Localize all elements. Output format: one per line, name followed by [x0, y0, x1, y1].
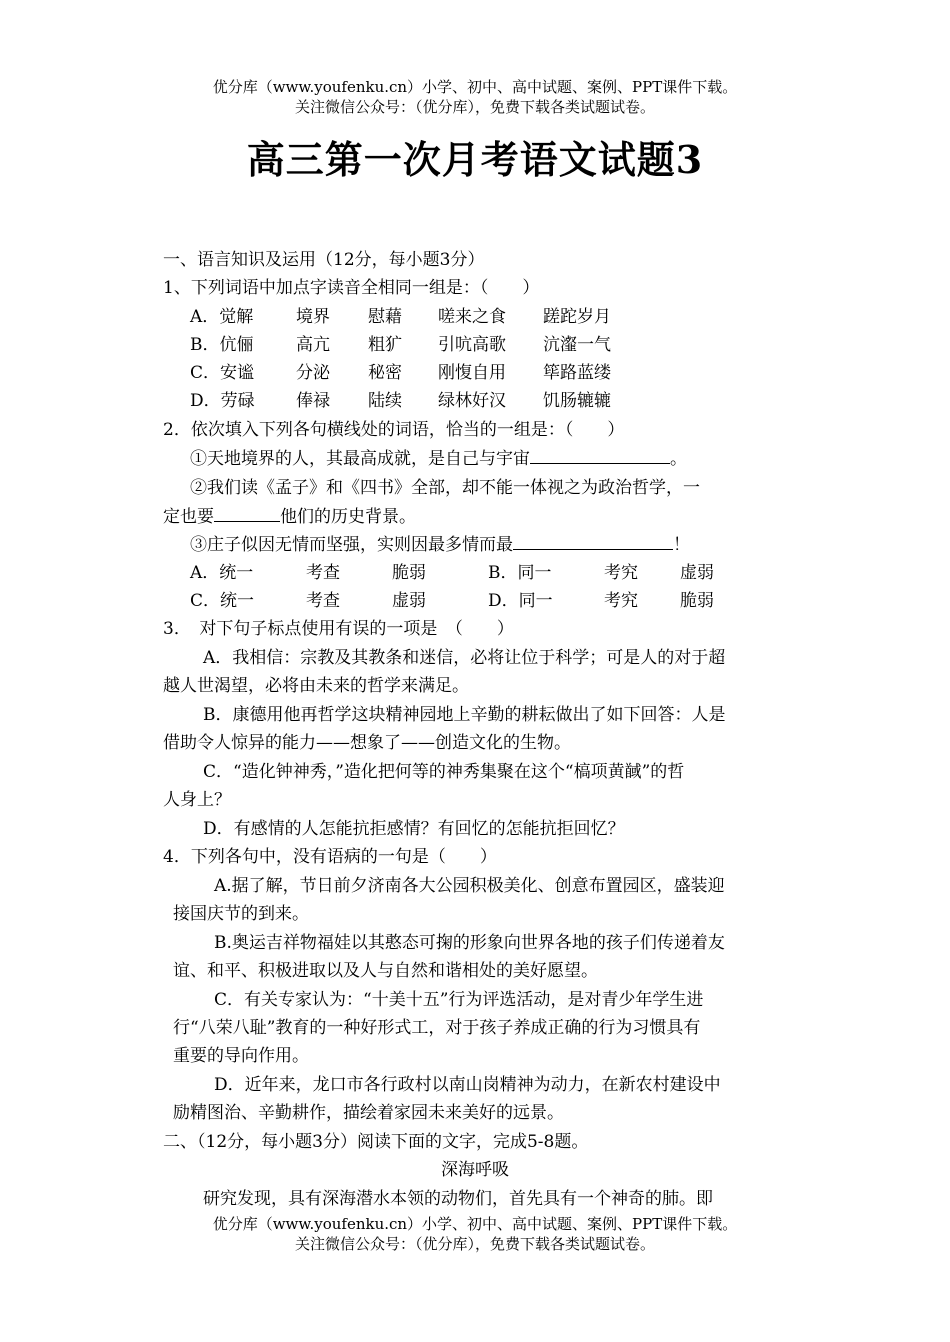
q1-d-word-1: D．劳碌 [190, 391, 255, 411]
q2-d-1: D．同一 [488, 591, 553, 611]
q2-a-3: 脆弱 [392, 563, 426, 583]
q1-c-word-2: 分泌 [296, 363, 330, 383]
section-2-heading: 二、（12分，每小题3分）阅读下面的文字，完成5-8题。 [163, 1132, 589, 1152]
q2-c-3: 虚弱 [392, 591, 426, 611]
q3-option-b-line-1: B．康德用他再哲学这块精神园地上辛勤的耕耘做出了如下回答：人是 [203, 705, 726, 725]
q2-d-2: 考究 [604, 591, 638, 611]
q4-stem: 4．下列各句中，没有语病的一句是（ ） [163, 847, 497, 867]
q1-c-word-5: 筚路蓝缕 [543, 363, 611, 383]
q1-d-word-5: 饥肠辘辘 [543, 391, 611, 411]
q3-stem: 3． 对下句子标点使用有误的一项是 （ ） [163, 619, 514, 639]
q2-options-ab [190, 561, 714, 585]
q2-s1-text: ①天地境界的人，其最高成就，是自己与宇宙 [190, 449, 530, 469]
passage-title: 深海呼吸 [441, 1160, 509, 1180]
q4-option-b-line-2: 谊、和平、积极进取以及人与自然和谐相处的美好愿望。 [173, 961, 598, 981]
q4-option-b-line-1: B.奥运吉祥物福娃以其憨态可掬的形象向世界各地的孩子们传递着友 [214, 933, 725, 953]
q1-option-c [190, 361, 611, 385]
q3-option-a-line-2: 越人世渴望，必将由未来的哲学来满足。 [163, 676, 469, 696]
footer-ad-line-1: 优分库（www.youfenku.cn）小学、初中、高中试题、案例、PPT课件下载。 [212, 1215, 738, 1233]
q4-option-c-line-1: C．有关专家认为：“十美十五”行为评选活动，是对青少年学生进 [214, 990, 704, 1010]
q1-option-b [190, 333, 611, 357]
q4-option-a-line-1: A.据了解，节日前夕济南各大公园积极美化、创意布置园区，盛装迎 [214, 876, 725, 896]
q1-c-word-4: 刚愎自用 [438, 363, 506, 383]
q3-option-b-line-2: 借助令人惊异的能力——想象了——创造文化的生物。 [163, 733, 571, 753]
q2-options-cd [190, 589, 714, 613]
q1-option-a [190, 305, 611, 329]
footer-ad-line-2: 关注微信公众号：（优分库），免费下载各类试题试卷。 [294, 1235, 655, 1253]
q1-a-word-4: 嗟来之食 [438, 307, 506, 327]
q1-b-word-2: 高亢 [296, 335, 330, 355]
q2-sentence-1 [190, 447, 687, 471]
q2-s3-text: ③庄子似因无情而坚强，实则因最多情而最 [190, 535, 513, 555]
q2-s1-blank [530, 447, 670, 464]
q1-b-word-3: 粗犷 [368, 335, 402, 355]
q4-option-a-line-2: 接国庆节的到来。 [173, 904, 309, 924]
q4-option-d-line-2: 励精图治、辛勤耕作，描绘着家园未来美好的远景。 [173, 1103, 564, 1123]
q1-c-word-1: C．安谧 [190, 363, 255, 383]
q2-b-2: 考究 [604, 563, 638, 583]
q2-s2-text-1: 定也要 [163, 507, 214, 527]
q2-d-3: 脆弱 [680, 591, 714, 611]
q2-s2-text-2: 他们的历史背景。 [280, 507, 416, 527]
q2-sentence-2-line-2 [163, 505, 416, 529]
q2-sentence-3 [190, 533, 690, 557]
q3-option-c-line-1: C．“造化钟神秀，”造化把何等的神秀集聚在这个“槁项黄馘”的哲 [203, 762, 685, 782]
q1-b-word-5: 沆瀣一气 [543, 335, 611, 355]
q2-a-2: 考查 [306, 563, 340, 583]
page-title: 高三第一次月考语文试题3 [246, 137, 704, 182]
q4-option-d-line-1: D．近年来，龙口市各行政村以南山岗精神为动力，在新农村建设中 [214, 1075, 721, 1095]
header-ad-line-1: 优分库（www.youfenku.cn）小学、初中、高中试题、案例、PPT课件下载。 [212, 78, 738, 96]
q2-s1-end: 。 [670, 449, 687, 469]
q2-c-1: C．统一 [190, 591, 255, 611]
q2-b-1: B．同一 [488, 563, 552, 583]
q2-a-1: A．统一 [190, 563, 254, 583]
q1-option-d [190, 389, 611, 413]
q3-option-a-line-1: A．我相信：宗教及其教条和迷信，必将让位于科学；可是人的对于超 [203, 648, 726, 668]
q2-b-3: 虚弱 [680, 563, 714, 583]
q1-d-word-2: 俸禄 [296, 391, 330, 411]
q1-a-word-3: 慰藉 [368, 307, 402, 327]
q1-stem: 1、下列词语中加点字读音全相同一组是：（ ） [163, 278, 540, 298]
q1-b-word-4: 引吭高歌 [438, 335, 506, 355]
q1-d-word-3: 陆续 [368, 391, 402, 411]
q3-option-c-line-2: 人身上？ [163, 790, 231, 810]
q1-b-word-1: B．伉俪 [190, 335, 254, 355]
header-ad-line-2: 关注微信公众号：（优分库），免费下载各类试题试卷。 [294, 98, 655, 116]
q4-option-c-line-3: 重要的导向作用。 [173, 1046, 309, 1066]
q2-s2-blank [214, 505, 280, 522]
passage-paragraph-1: 研究发现，具有深海潜水本领的动物们，首先具有一个神奇的肺。即 [203, 1189, 713, 1209]
q1-a-word-5: 蹉跎岁月 [543, 307, 611, 327]
q1-a-word-2: 境界 [296, 307, 330, 327]
section-1-heading: 一、语言知识及运用（12分，每小题3分） [163, 250, 485, 270]
q3-option-d: D．有感情的人怎能抗拒感情？有回忆的怎能抗拒回忆？ [203, 819, 625, 839]
q2-s3-blank [513, 533, 673, 550]
q1-a-word-1: A．觉解 [190, 307, 254, 327]
q2-stem: 2．依次填入下列各句横线处的词语，恰当的一组是：（ ） [163, 420, 625, 440]
q2-c-2: 考查 [306, 591, 340, 611]
q2-sentence-2-line-1: ②我们读《孟子》和《四书》全部，却不能一体视之为政治哲学，一 [190, 478, 700, 498]
q1-c-word-3: 秘密 [368, 363, 402, 383]
q2-s3-end: ！ [673, 535, 690, 555]
q4-option-c-line-2: 行“八荣八耻”教育的一种好形式工，对于孩子养成正确的行为习惯具有 [173, 1018, 701, 1038]
q1-d-word-4: 绿林好汉 [438, 391, 506, 411]
